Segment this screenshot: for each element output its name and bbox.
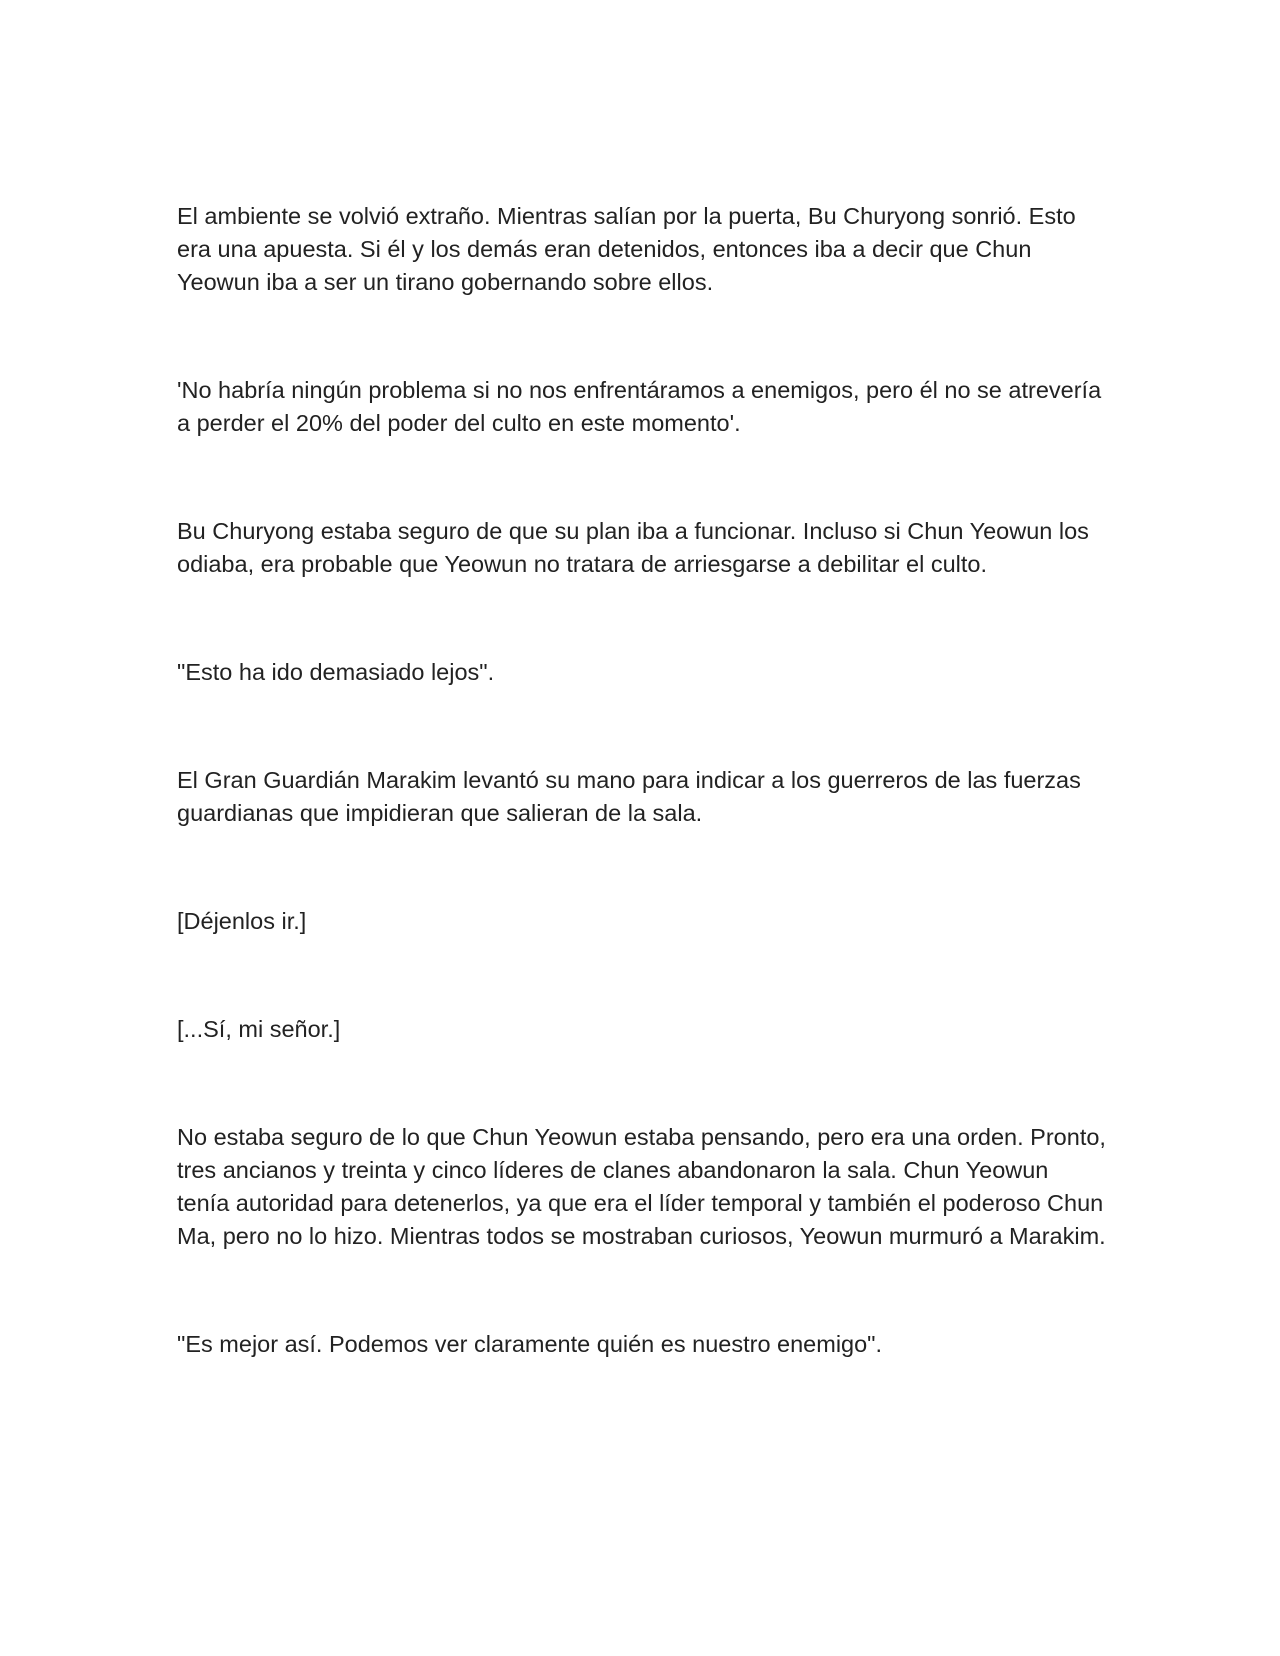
paragraph: No estaba seguro de lo que Chun Yeowun estaba pensando, pero era una orden. Pronto, tres ancianos y treinta y cinco líderes de clanes abandonaron la sala. Chun Yeowun tenía autoridad para detenerlos, ya que era el líder temporal y también el poderoso Chun Ma, pero no lo hizo. Mientras todos se mostraban curiosos, Yeowun murmuró a Marakim.	[177, 1124, 1106, 1249]
paragraph: 'No habría ningún problema si no nos enfrentáramos a enemigos, pero él no se atrevería a perder el 20% del poder del culto en este momento'.	[177, 377, 1102, 436]
paragraph: "Esto ha ido demasiado lejos".	[177, 659, 495, 685]
paragraph: El Gran Guardián Marakim levantó su mano para indicar a los guerreros de las fuerzas guardianas que impidieran que salieran de la sala.	[177, 767, 1081, 826]
paragraph: Bu Churyong estaba seguro de que su plan iba a funcionar. Incluso si Chun Yeowun los odiaba, era probable que Yeowun no tratara de arriesgarse a debilitar el culto.	[177, 518, 1089, 577]
paragraph: [...Sí, mi señor.]	[177, 1016, 341, 1042]
paragraph: El ambiente se volvió extraño. Mientras salían por la puerta, Bu Churyong sonrió. Esto era una apuesta. Si él y los demás eran detenidos, entonces iba a decir que Chun Yeowun iba a ser un tirano gobernando sobre ellos.	[177, 203, 1076, 295]
document-body	[177, 200, 1107, 1361]
paragraph: "Es mejor así. Podemos ver claramente quién es nuestro enemigo".	[177, 1331, 883, 1357]
paragraph: [Déjenlos ir.]	[177, 908, 307, 934]
